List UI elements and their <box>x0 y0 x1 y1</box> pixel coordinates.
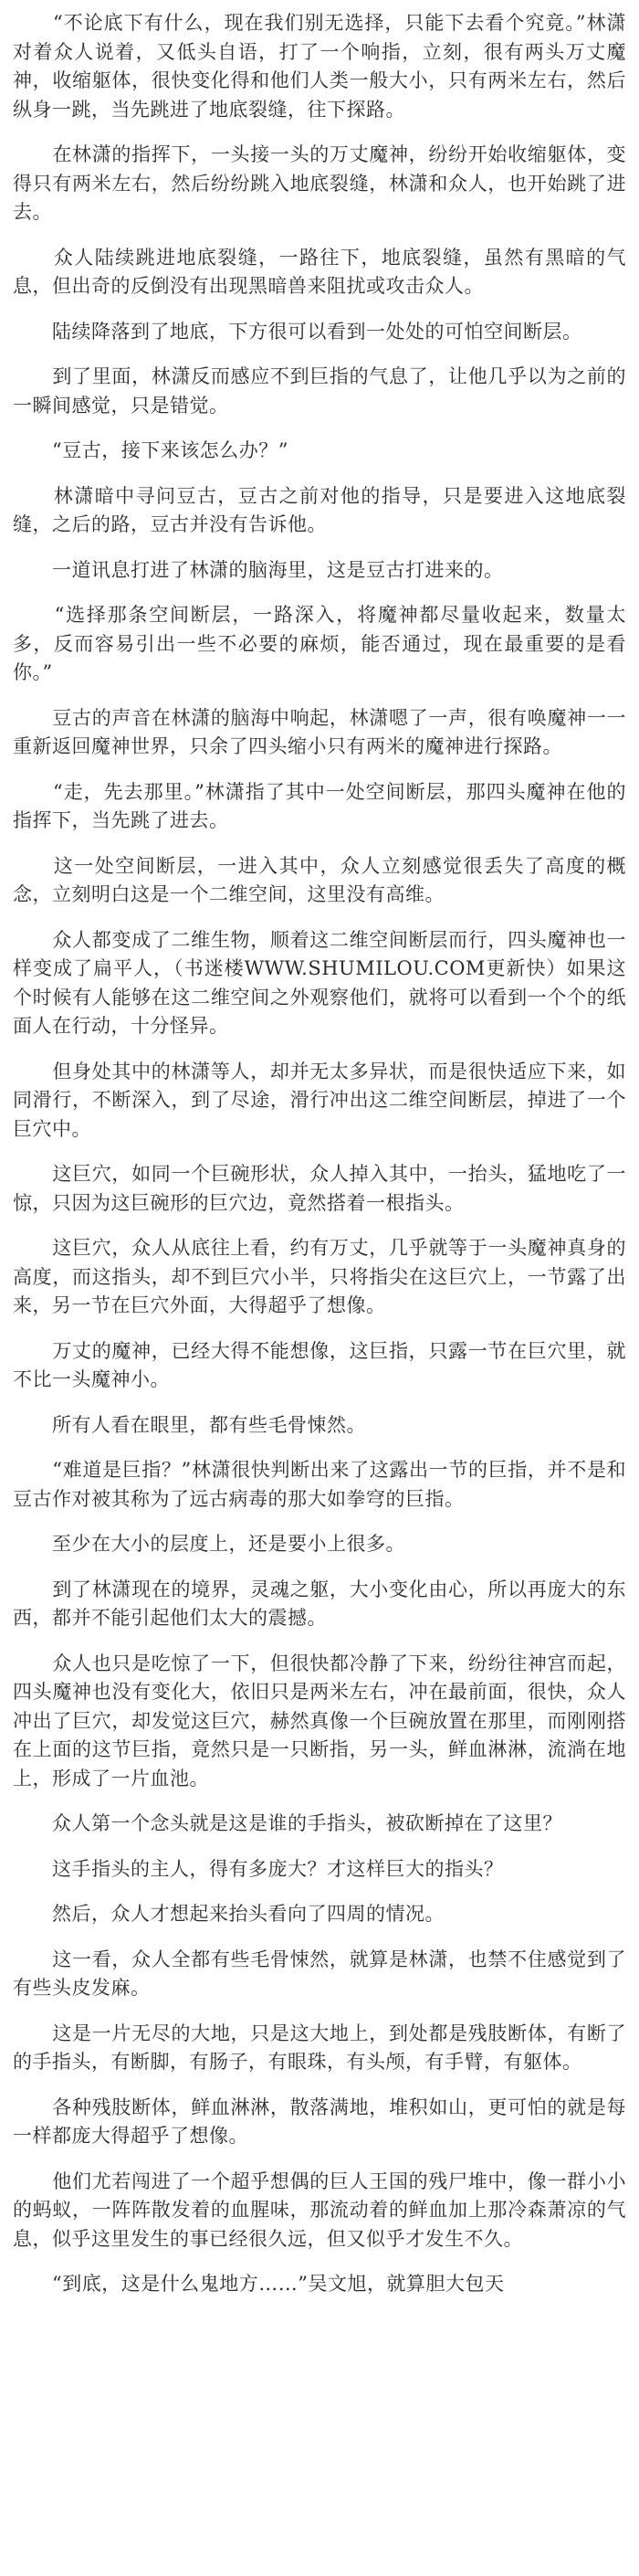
paragraph: 他们尤若闯进了一个超乎想偶的巨人王国的残尸堆中，像一群小小的蚂蚁，一阵阵散发着的血腥味，那流动着的鲜血加上那冷森萧凉的气息，似乎这里发生的事已经很久远，但又似乎才发生不久。 <box>13 2170 626 2250</box>
paragraph: “豆古，接下来该怎么办？” <box>13 439 288 461</box>
paragraph: “到底，这是什么鬼地方……”吴文旭，就算胆大包天 <box>13 2273 505 2295</box>
paragraph: “走，先去那里。”林潇指了其中一处空间断层，那四头魔神在他的指挥下，当先跳了进去。 <box>13 780 626 831</box>
paragraph: 然后，众人才想起来抬头看向了四周的情况。 <box>13 1903 445 1925</box>
paragraph: 众人也只是吃惊了一下，但很快都冷静了下来，纷纷往神宫而起，四头魔神也没有变化大，依旧只是两米左右，冲在最前面，很快，众人冲出了巨穴，却发觉这巨穴，赫然真像一个巨碗放置在那里，而刚刚搭在上面的这节巨指，竟然只是一只断指，另一头，鲜血淋淋，流淌在地上，形成了一片血池。 <box>13 1652 626 1789</box>
paragraph: 这是一片无尽的大地，只是这大地上，到处都是残肢断体，有断了的手指头，有断脚，有肠子，有眼珠，有头颅，有手臂，有躯体。 <box>13 2022 626 2073</box>
paragraph: 这手指头的主人，得有多庞大？才这样巨大的指头？ <box>13 1857 504 1880</box>
paragraph: “选择那条空间断层，一路深入，将魔神都尽量收起来，数量太多，反而容易引出一些不必要的麻烦，能否通过，现在最重要的是看你。” <box>13 604 626 683</box>
paragraph: 这巨穴，如同一个巨碗形状，众人掉入其中，一抬头，猛地吃了一惊，只因为这巨碗形的巨穴边，竟然搭着一根指头。 <box>13 1163 626 1214</box>
paragraph: 各种残肢断体，鲜血淋淋，散落满地，堆积如山，更可怕的就是每一样都庞大得超乎了想像。 <box>13 2096 626 2147</box>
paragraph: 万丈的魔神，已经大得不能想像，这巨指，只露一节在巨穴里，就不比一头魔神小。 <box>13 1339 626 1390</box>
paragraph: 一道讯息打进了林潇的脑海里，这是豆古打进来的。 <box>13 558 504 581</box>
paragraph: “难道是巨指？”林潇很快判断出来了这露出一节的巨指，并不是和豆古作对被其称为了远古病毒的那大如拳穹的巨指。 <box>13 1459 626 1510</box>
paragraph: 在林潇的指挥下，一头接一头的万丈魔神，纷纷开始收缩躯体，变得只有两米左右，然后纷纷跳入地底裂缝，林潇和众人，也开始跳了进去。 <box>13 143 626 223</box>
paragraph: 但身处其中的林潇等人，却并无太多异状，而是很快适应下来，如同滑行，不断深入，到了尽途，滑行冲出这二维空间断层，掉进了一个巨穴中。 <box>13 1060 626 1140</box>
paragraph: 众人第一个念头就是这是谁的手指头，被砍断掉在了这里？ <box>13 1812 562 1834</box>
paragraph: 众人都变成了二维生物，顺着这二维空间断层而行，四头魔神也一样变成了扁平人，（书迷楼WWW.SHUMILOU.COM更新快）如果这个时候有人能够在这二维空间之外观察他们，就将可以看到一个个的纸面人在行动，十分怪异。 <box>13 928 626 1037</box>
paragraph: 这一处空间断层，一进入其中，众人立刻感觉很丢失了高度的概念，立刻明白这是一个二维空间，这里没有高维。 <box>13 854 626 905</box>
paragraph: 所有人看在眼里，都有些毛骨悚然。 <box>13 1413 366 1436</box>
paragraph: 众人陆续跳进地底裂缝，一路往下，地底裂缝，虽然有黑暗的气息，但出奇的反倒没有出现黑暗兽来阻扰或攻击众人。 <box>13 246 626 297</box>
paragraph: 到了里面，林潇反而感应不到巨指的气息了，让他几乎以为之前的一瞬间感觉，只是错觉。 <box>13 365 626 417</box>
paragraph: 这巨穴，众人从底往上看，约有万丈，几乎就等于一头魔神真身的高度，而这指头，却不到巨穴小半，只将指尖在这巨穴上，一节露了出来，另一节在巨穴外面，大得超乎了想像。 <box>13 1237 626 1316</box>
paragraph: 林潇暗中寻问豆古，豆古之前对他的指导，只是要进入这地底裂缝，之后的路，豆古并没有告诉他。 <box>13 484 626 535</box>
paragraph: 这一看，众人全都有些毛骨悚然，就算是林潇，也禁不住感觉到了有些头皮发麻。 <box>13 1948 626 1999</box>
paragraph: 豆古的声音在林潇的脑海中响起，林潇嗯了一声，很有唤魔神一一重新返回魔神世界，只余了四头缩小只有两米的魔神进行探路。 <box>13 706 626 757</box>
paragraph: 至少在大小的层度上，还是要小上很多。 <box>13 1533 405 1555</box>
paragraph: 陆续降落到了地底，下方很可以看到一处处的可怕空间断层。 <box>13 320 582 343</box>
paragraph: 到了林潇现在的境界，灵魂之躯，大小变化由心，所以再庞大的东西，都并不能引起他们太大的震撼。 <box>13 1578 626 1629</box>
paragraph: “不论底下有什么，现在我们别无选择，只能下去看个究竟。”林潇对着众人说着，又低头自语，打了一个响指，立刻，很有两头万丈魔神，收缩躯体，很快变化得和他们人类一般大小，只有两米左右，然后纵身一跳，当先跳进了地底裂缝，往下探路。 <box>13 12 626 121</box>
